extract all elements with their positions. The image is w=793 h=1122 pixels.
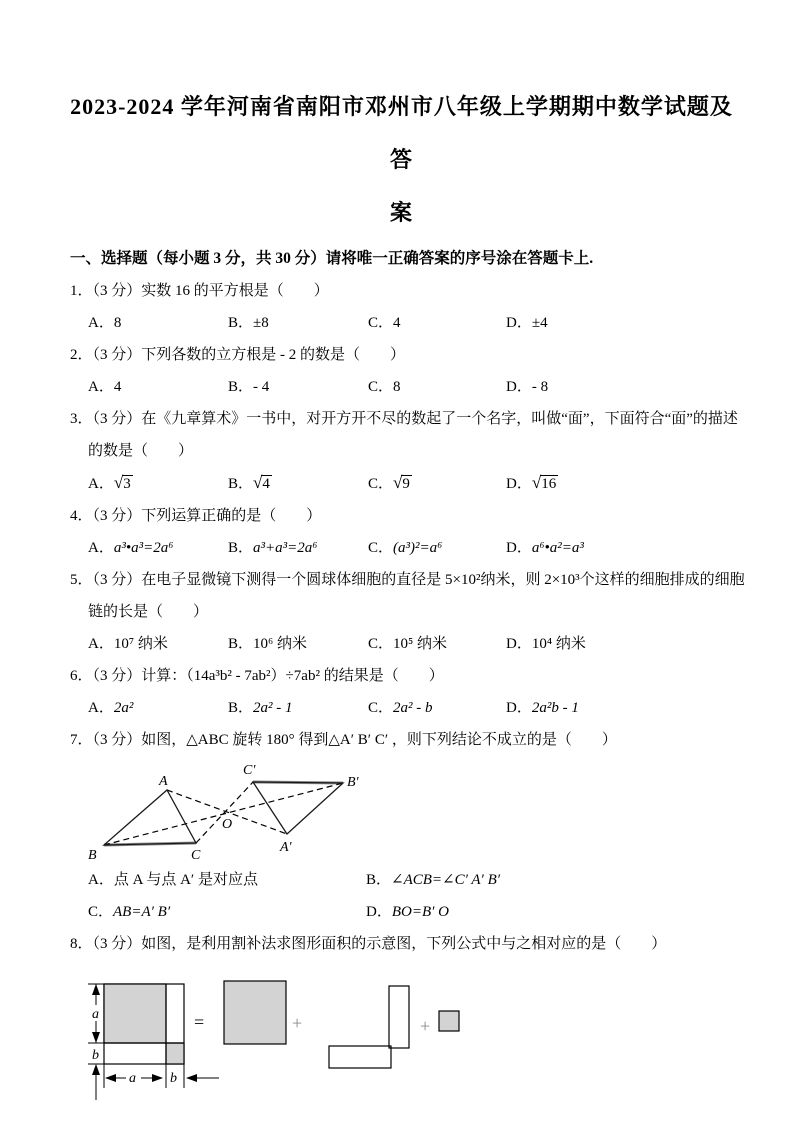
- option-c: [368, 371, 506, 403]
- document-title: [70, 80, 733, 239]
- question-2-options: [70, 371, 733, 403]
- option-value: 2a² - 1: [253, 700, 293, 716]
- vertex-label-a-prime: A′: [280, 840, 292, 855]
- option-c: [88, 896, 366, 928]
- option-d: [506, 532, 733, 564]
- option-label: A．: [88, 379, 114, 395]
- option-label: B．: [228, 476, 254, 492]
- option-label: D．: [366, 904, 392, 920]
- option-label: C．: [368, 540, 394, 556]
- option-a: [88, 864, 366, 896]
- option-value: 10⁷ 纳米: [113, 636, 168, 652]
- question-4-options: [70, 532, 733, 564]
- option-b: [228, 371, 368, 403]
- option-value: a³+a³=2a⁶: [253, 540, 318, 556]
- option-d: [506, 467, 733, 500]
- question-5: [70, 564, 745, 660]
- radical-sign: √: [113, 473, 124, 492]
- option-label: A．: [88, 540, 114, 556]
- vertex-label-b-prime: B′: [347, 775, 359, 790]
- option-value: 2a² - b: [393, 700, 433, 716]
- center-label-o: O: [222, 817, 233, 832]
- radicand: 9: [402, 476, 410, 492]
- shaded-a-square-rhs: [224, 981, 286, 1044]
- square-root: [531, 473, 558, 492]
- dim-label-side-b: b: [92, 1048, 99, 1063]
- option-value: 8: [393, 379, 401, 395]
- option-label: A．: [88, 872, 114, 888]
- option-a: [88, 307, 228, 339]
- dim-label-bottom-b: b: [170, 1071, 177, 1086]
- question-2-stem: 2．（3 分）下列各数的立方根是 - 2 的数是（ ）: [70, 347, 405, 363]
- option-value: 4: [113, 379, 122, 395]
- plus-sign: +: [292, 1013, 303, 1033]
- radical-sign: √: [531, 473, 542, 492]
- question-5-stem-line1: 5．（3 分）在电子显微镜下测得一个圆球体细胞的直径是 5×10²纳米，则 2×10³个这样的细胞排成的细胞: [70, 572, 745, 588]
- option-value: 8: [113, 315, 122, 331]
- vertex-label-c-prime: C′: [243, 763, 256, 778]
- dim-label-bottom-a: a: [129, 1071, 136, 1086]
- vertex-label-c: C: [191, 848, 201, 863]
- option-value: 2a²: [113, 700, 134, 716]
- option-value: 4: [393, 315, 401, 331]
- option-label: C．: [368, 700, 394, 716]
- option-b: [366, 864, 733, 896]
- option-label: A．: [88, 636, 114, 652]
- question-6: [70, 660, 733, 724]
- question-4: [70, 500, 733, 564]
- question-2: [70, 339, 733, 403]
- dim-label-side-a: a: [92, 1007, 99, 1022]
- equals-sign: =: [194, 1012, 205, 1032]
- area-figure: [84, 966, 733, 1108]
- square-root: [253, 473, 272, 492]
- option-label: B．: [228, 700, 254, 716]
- question-1-stem: 1．（3 分）实数 16 的平方根是（ ）: [70, 283, 329, 299]
- title-line-2: 案: [389, 200, 413, 225]
- option-a: [88, 371, 228, 403]
- question-8: [70, 928, 733, 1108]
- rotation-figure-svg: [86, 758, 406, 864]
- option-d: [366, 896, 733, 928]
- option-c: [368, 692, 506, 724]
- option-d: [506, 692, 733, 724]
- area-figure-svg: [84, 966, 476, 1108]
- vertex-label-a: A: [159, 774, 168, 789]
- option-value: 2a²b - 1: [531, 700, 579, 716]
- option-value: (a³)²=a⁶: [393, 540, 443, 556]
- option-label: D．: [506, 700, 532, 716]
- option-label: C．: [368, 379, 394, 395]
- option-d: [506, 371, 733, 403]
- white-vertical-rect: [389, 986, 409, 1048]
- arrowhead-up: [92, 984, 100, 995]
- question-3-stem-line2: 的数是（ ）: [88, 443, 194, 459]
- square-root: [113, 473, 133, 492]
- option-b: [228, 532, 368, 564]
- question-7-stem: 7．（3 分）如图，△ABC 旋转 180° 得到△A′ B′ C′ ，则下列结论不成立的是（ ）: [70, 732, 617, 748]
- question-3: [70, 403, 738, 500]
- option-label: D．: [506, 540, 532, 556]
- question-6-stem: 6．（3 分）计算：（14a³b² - 7ab²）÷7ab² 的结果是（ ）: [70, 668, 444, 684]
- option-value: a⁶•a²=a³: [531, 540, 584, 556]
- white-horizontal-rect: [329, 1046, 391, 1068]
- radicand: 3: [123, 476, 131, 492]
- option-label: D．: [506, 379, 532, 395]
- question-6-options: [70, 692, 733, 724]
- option-value: a³•a³=2a⁶: [113, 540, 174, 556]
- option-value: 10⁶ 纳米: [253, 636, 307, 652]
- rotation-figure: [86, 758, 733, 864]
- title-line-1: 2023-2024 学年河南省南阳市邓州市八年级上学期期中数学试题及答: [70, 94, 733, 172]
- dashed-line-c-cprime: [196, 782, 253, 843]
- option-value: AB=A′ B′: [113, 904, 171, 920]
- option-a: [88, 532, 228, 564]
- radicand: 4: [262, 476, 270, 492]
- option-value: ±8: [253, 315, 269, 331]
- shaded-b-square-rhs: [439, 1011, 459, 1031]
- arrowhead-down: [92, 1032, 100, 1043]
- option-value: BO=B′ O: [391, 904, 449, 920]
- question-3-options: [70, 467, 733, 500]
- option-label: B．: [366, 872, 392, 888]
- option-d: [506, 628, 733, 660]
- question-8-stem: 8．（3 分）如图，是利用割补法求图形面积的示意图，下列公式中与之相对应的是（ ）: [70, 936, 667, 952]
- question-5-stem-line2: 链的长是（ ）: [88, 604, 209, 620]
- option-label: C．: [368, 636, 394, 652]
- option-label: B．: [228, 540, 254, 556]
- option-c: [368, 532, 506, 564]
- plus-sign: +: [420, 1016, 431, 1036]
- option-label: C．: [368, 315, 394, 331]
- question-7: [70, 724, 733, 928]
- option-label: D．: [506, 636, 532, 652]
- radicand: 16: [541, 476, 557, 492]
- arrowhead-left: [105, 1074, 116, 1082]
- question-1: [70, 275, 733, 339]
- question-3-stem-line1: 3．（3 分）在《九章算术》一书中，对开方开不尽的数起了一个名字，叫做“面”，下面符合“面”的描述: [70, 411, 738, 427]
- option-b: [228, 467, 368, 500]
- question-5-options: [70, 628, 733, 660]
- question-1-options: [70, 307, 733, 339]
- arrowhead-right: [152, 1074, 163, 1082]
- option-a: [88, 467, 228, 500]
- option-label: B．: [228, 636, 254, 652]
- option-value: ±4: [531, 315, 548, 331]
- square-root: [393, 473, 412, 492]
- option-value: - 4: [253, 379, 270, 395]
- option-value: ∠ACB=∠C′ A′ B′: [391, 872, 501, 888]
- option-label: B．: [228, 315, 254, 331]
- radical-sign: √: [393, 473, 403, 492]
- option-value: 10⁵ 纳米: [393, 636, 447, 652]
- option-value: - 8: [531, 379, 549, 395]
- option-label: B．: [228, 379, 254, 395]
- shaded-a-square: [104, 984, 166, 1043]
- option-c: [368, 628, 506, 660]
- option-c: [368, 307, 506, 339]
- option-b: [228, 628, 368, 660]
- option-label: A．: [88, 315, 114, 331]
- option-c: [368, 467, 506, 500]
- triangle-abc: [104, 790, 196, 845]
- option-b: [228, 692, 368, 724]
- option-label: A．: [88, 700, 114, 716]
- question-7-options: [70, 864, 733, 928]
- option-label: A．: [88, 476, 114, 492]
- option-a: [88, 628, 228, 660]
- section-heading: 一、选择题（每小题 3 分，共 30 分）请将唯一正确答案的序号涂在答题卡上.: [70, 250, 594, 267]
- option-label: C．: [368, 476, 394, 492]
- vertex-label-b: B: [88, 848, 97, 863]
- option-value: 10⁴ 纳米: [531, 636, 586, 652]
- option-d: [506, 307, 733, 339]
- option-value: 点 A 与点 A′ 是对应点: [113, 872, 258, 888]
- option-b: [228, 307, 368, 339]
- option-label: D．: [506, 315, 532, 331]
- option-label: D．: [506, 476, 532, 492]
- option-a: [88, 692, 228, 724]
- radical-sign: √: [253, 473, 263, 492]
- option-label: C．: [88, 904, 114, 920]
- question-4-stem: 4．（3 分）下列运算正确的是（ ）: [70, 508, 322, 524]
- shaded-b-square: [166, 1043, 184, 1064]
